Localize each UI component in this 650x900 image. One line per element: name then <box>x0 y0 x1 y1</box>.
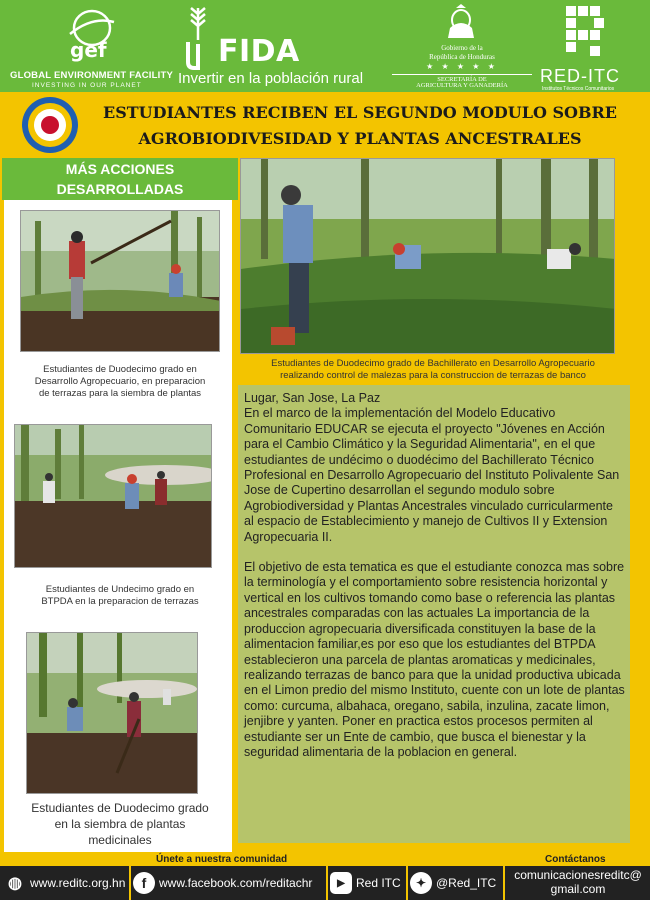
more-actions-line1: MÁS ACCIONES <box>65 161 175 177</box>
footer-divider <box>326 866 328 900</box>
main-caption-line1: Estudiantes de Duodecimo grado de Bachillerato en Desarrollo Agropecuario <box>271 358 595 369</box>
email-line1: comunicacionesreditc@ <box>514 868 642 882</box>
red-itc-logo <box>540 4 646 90</box>
photo-medicinal-planting <box>26 632 198 794</box>
website-link[interactable] <box>4 866 125 900</box>
fida-wordmark: FIDA <box>218 34 300 69</box>
gobierno-line2: República de Honduras <box>429 53 495 61</box>
contact-label: Contáctanos <box>545 854 606 865</box>
facebook-text: www.facebook.com/reditachr <box>159 876 313 890</box>
article-paragraph-1: Lugar, San Jose, La Paz En el marco de la implementación del Modelo Educativo Comunitario EDUCAR se ejecuta el proyecto "Jóvenes en Acción para el Cambio Climático y la Seguridad Alimentaria", en el que estudiantes de undécimo o duodécimo del Bachillerato Técnico Profesional en Desarrollo Agropecuario del Instituto Polivalente San Jose de Cupertino desarrollan el segundo modulo sobre Agrobiodiversidad y Plantas Ancestrales vinculado curricularmente al espacio de Establecimiento y manejo de Cultivos II y Extension Agropecuaria II. <box>244 391 620 544</box>
fida-tagline: Invertir en la población rural <box>178 70 364 87</box>
gef-slogan: INVESTING IN OUR PLANET <box>32 82 142 89</box>
footer-divider <box>129 866 131 900</box>
photo-terraces-btpda-caption: Estudiantes de Undecimo grado en BTPDA en la preparacion de terrazas <box>41 584 199 607</box>
email-link[interactable] <box>508 868 648 896</box>
secretaria-line1: SECRETARÍA DE <box>392 74 532 83</box>
footer-divider <box>503 866 505 900</box>
stars-row: ★ ★ ★ ★ ★ <box>426 62 498 71</box>
gobierno-honduras-logo <box>392 2 532 90</box>
gef-logo <box>10 6 174 90</box>
title-line-1: ESTUDIANTES RECIBEN EL SEGUNDO MODULO SOBRE <box>103 103 617 122</box>
red-itc-wordmark: RED-ITC <box>540 66 620 86</box>
youtube-link[interactable] <box>330 866 401 900</box>
facebook-icon: f <box>133 872 155 894</box>
institute-seal-icon <box>20 95 80 155</box>
photo-medicinal-planting-caption: Estudiantes de Duodecimo grado en la siembra de plantas medicinales <box>31 801 209 847</box>
fida-logo <box>178 4 388 90</box>
red-itc-r-mark-icon <box>566 6 606 60</box>
partner-logos-banner <box>0 0 650 92</box>
twitter-link[interactable] <box>410 866 496 900</box>
twitter-text: @Red_ITC <box>436 876 497 890</box>
youtube-icon: ▶ <box>330 872 352 894</box>
title-line-2: AGROBIODIVESIDAD Y PLANTAS ANCESTRALES <box>138 129 582 148</box>
gef-wordmark: gef <box>70 38 107 62</box>
page-title <box>100 100 620 152</box>
more-actions-line2: DESARROLLADAS <box>56 181 184 197</box>
main-photo-weed-control <box>240 158 615 354</box>
twitter-icon: ✦ <box>410 872 432 894</box>
email-line2: gmail.com <box>550 882 606 896</box>
youtube-text: Red ITC <box>356 876 401 890</box>
gef-name: GLOBAL ENVIRONMENT FACILITY <box>10 70 174 81</box>
footer-bar <box>0 866 650 900</box>
footer-divider <box>406 866 408 900</box>
globe-icon: ◍ <box>8 875 22 892</box>
coat-of-arms-icon <box>444 4 478 42</box>
join-community-label: Únete a nuestra comunidad <box>156 854 288 865</box>
article-paragraph-2: El objetivo de esta tematica es que el estudiante conozca mas sobre la terminología y el comportamiento sobre resistencia horizontal y vertical en los cultivos tomando como base o referencia las plantas ancestrales comparadas con las actuales La importancia de la produccion agropecuaria diversificada constituyen la base de la alimentacion familiar,es por eso que los estudiantes del BTPDA establecieron una parcela de plantas aromaticas y medicinales, realizando terrazas de banco para que la unidad productiva ubicada en el Limon predio del mismo Instituto, cuente con un lote de plantas como: curcuma, albahaca, oregano, sabila, inzulina, zacate limon, jenjibre y yanten. Poner en practica estos procesos permiten al estudiante ser un Ente de cambio, que busca el bienestar y la seguridad alimentaria de la poblacion en general. <box>244 560 625 759</box>
gobierno-line1: Gobierno de la <box>441 44 483 52</box>
main-caption-line2: realizando control de malezas para la construccion de terrazas de banco <box>280 370 586 381</box>
wheat-icon <box>182 4 212 70</box>
photo-terrace-preparation-caption: Estudiantes de Duodecimo grado en Desarrollo Agropecuario, en preparacion de terrazas para la siembra de plantas <box>34 364 206 399</box>
secretaria-line2: AGRICULTURA Y GANADERÍA <box>416 82 508 89</box>
photo-terraces-btpda <box>14 424 212 568</box>
facebook-link[interactable] <box>133 866 312 900</box>
photo-terrace-preparation <box>20 210 220 352</box>
more-actions-heading <box>2 158 238 200</box>
gallery-column <box>4 200 232 852</box>
article-body <box>238 385 630 843</box>
red-itc-subtitle: Institutos Técnicos Comunitarios <box>542 86 615 92</box>
website-text: www.reditc.org.hn <box>30 876 126 890</box>
main-photo-caption <box>240 358 626 382</box>
